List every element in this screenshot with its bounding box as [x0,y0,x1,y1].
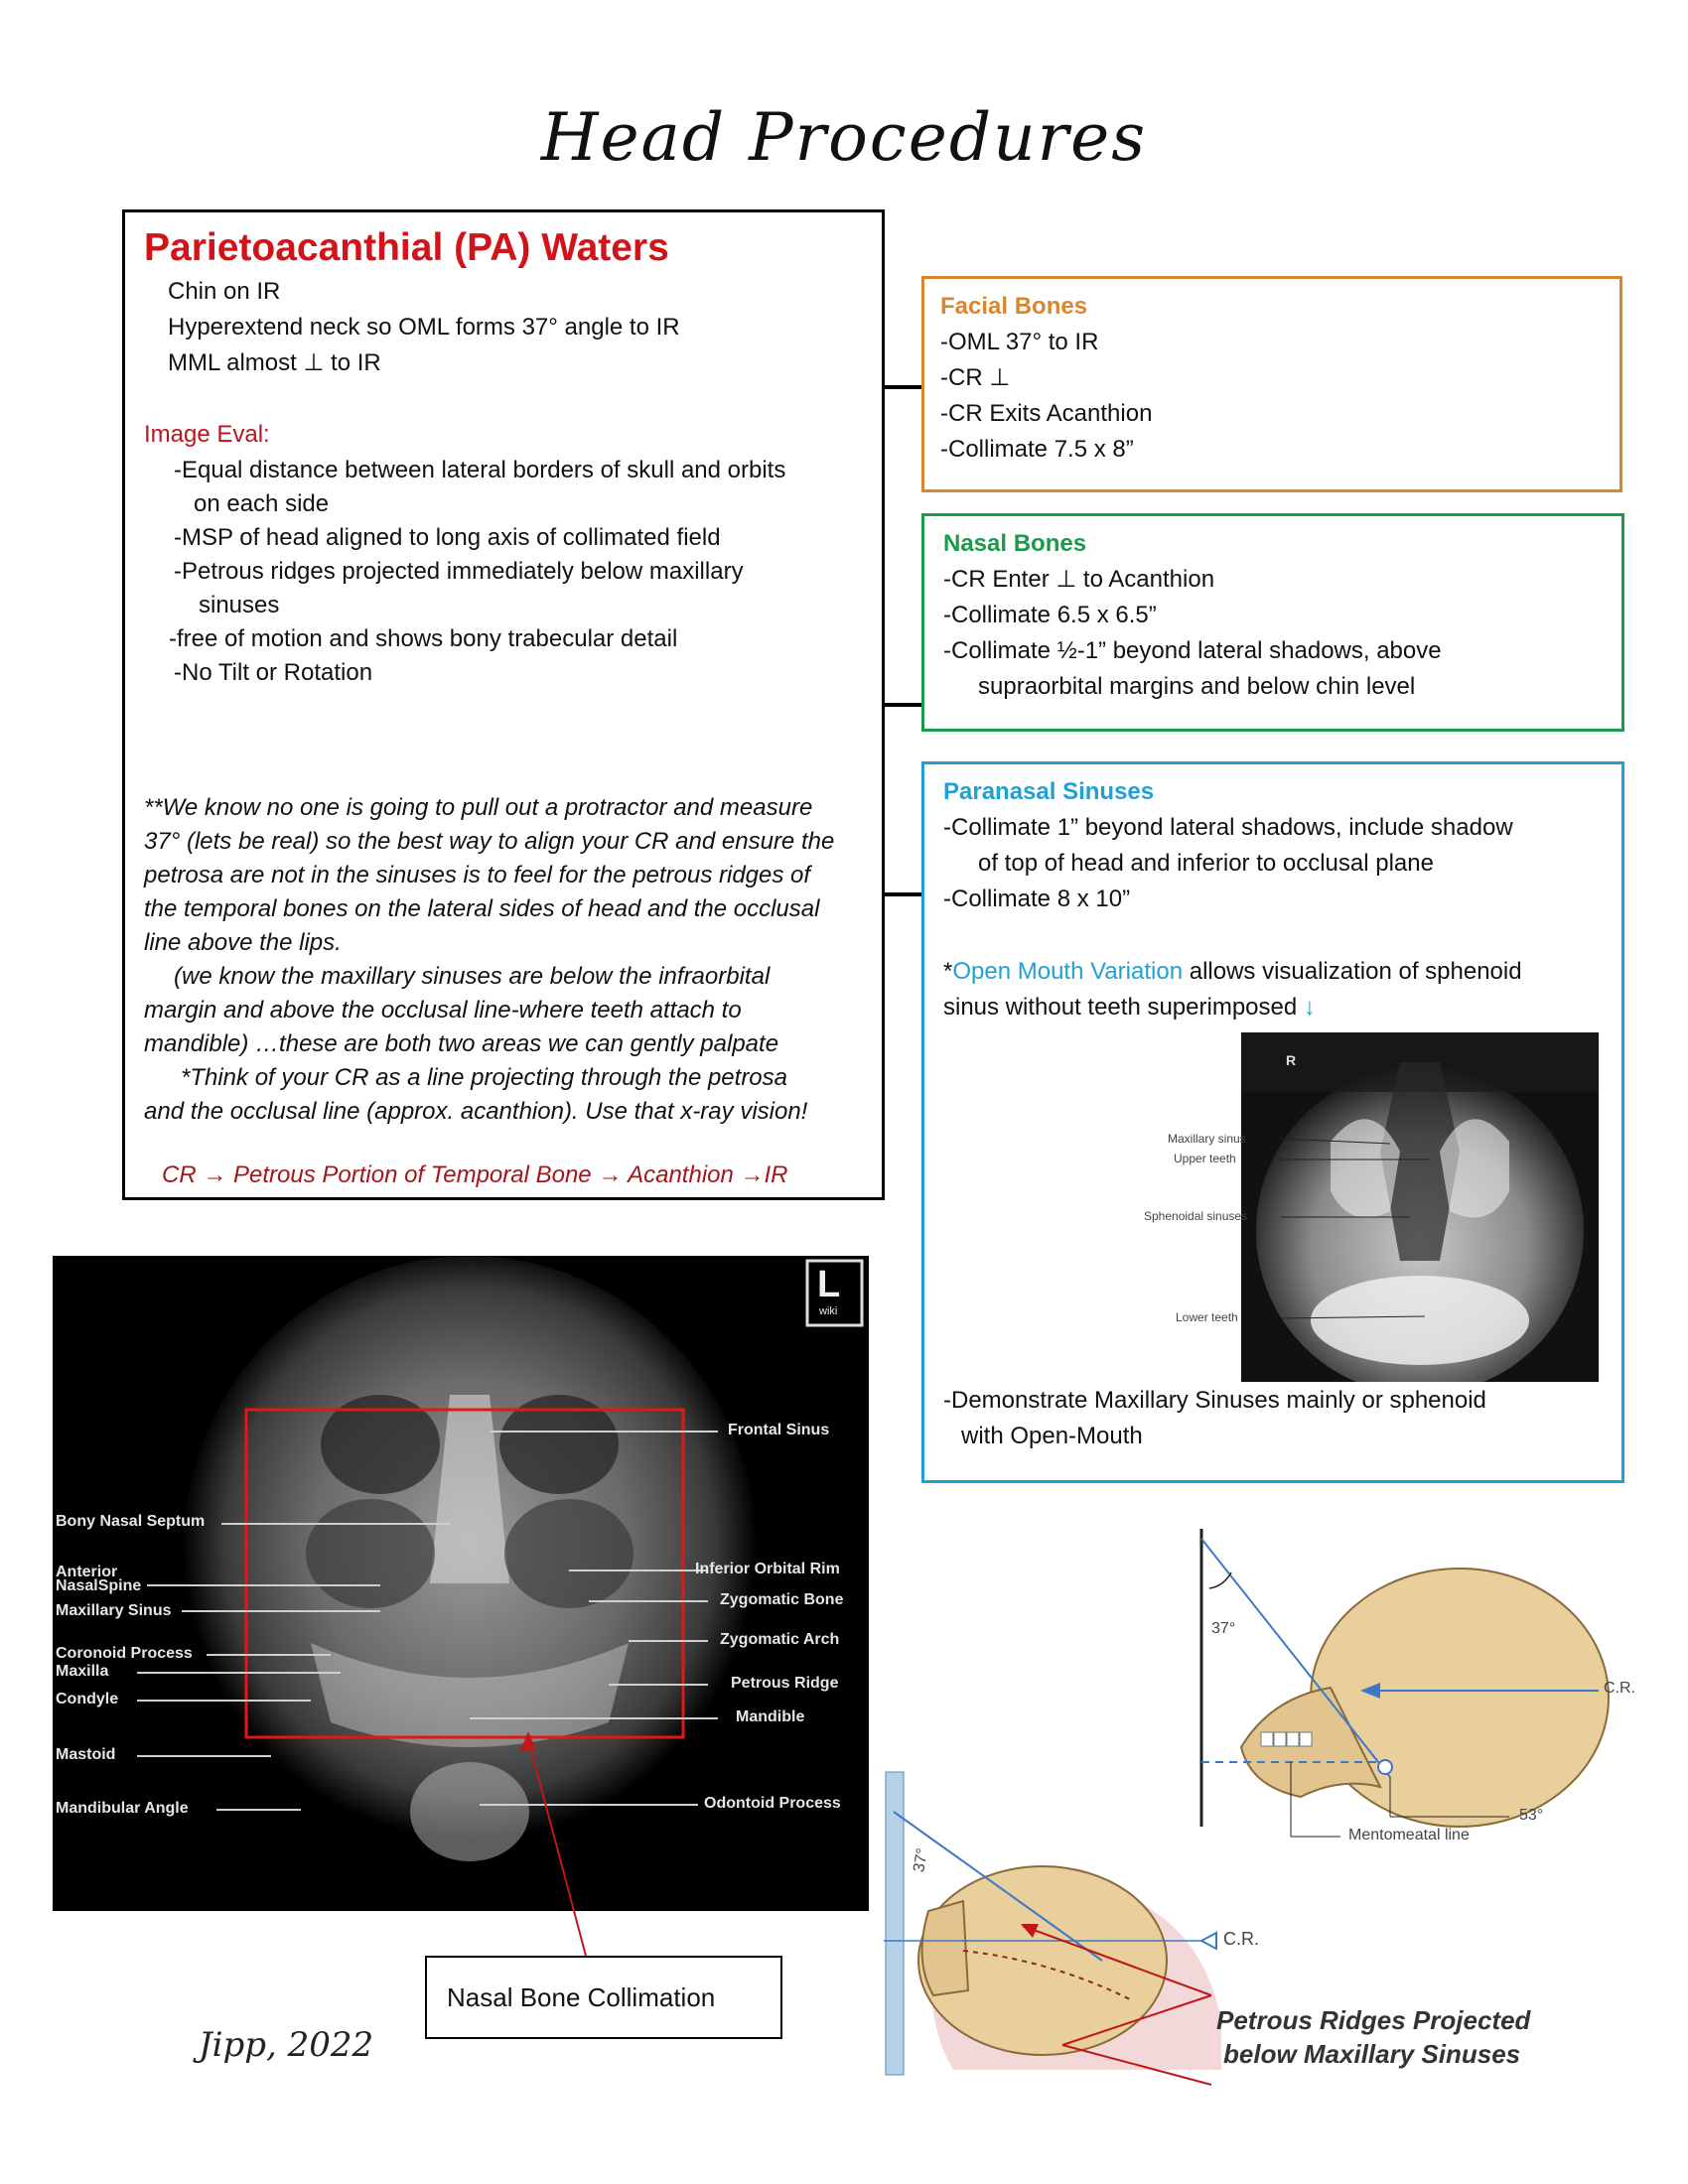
omv-line2: sinus without teeth superimposed [943,994,1298,1021]
note-line: *Think of your CR as a line projecting through the petrosa [181,1064,788,1091]
xray-label: Mandible [736,1708,805,1725]
xray-label: Lower teeth [1176,1310,1238,1324]
petrous-label: Petrous Ridges Projected [1216,2005,1531,2035]
collimation-pointer [516,1727,596,1966]
xray-label: NasalSpine [56,1577,142,1594]
positioning-line: Hyperextend neck so OML forms 37° angle to IR [168,314,680,341]
nasal-bones-line: -CR Enter ⊥ to Acanthion [943,566,1215,593]
image-eval-item: -No Tilt or Rotation [174,659,373,686]
paranasal-final-line: with Open-Mouth [961,1423,1143,1449]
image-eval-item: -Petrous ridges projected immediately below maxillary [174,558,744,585]
cr-path: CR → Petrous Portion of Temporal Bone → Acanthion →IR [162,1161,788,1188]
image-eval-item: on each side [194,490,330,517]
nasal-bone-collimation-caption: Nasal Bone Collimation [425,1956,782,2039]
petrous-label: below Maxillary Sinuses [1223,2039,1521,2069]
connector-line [885,892,922,896]
xray-label: Inferior Orbital Rim [695,1561,840,1577]
signature: Jipp, 2022 [199,2025,374,2065]
note-line: mandible) …these are both two areas we can gently palpate [144,1030,779,1057]
diagram-bottom-angle-label: 37° [911,1846,932,1874]
wiki-logo: L [817,1264,841,1305]
xray-label: Sphenoidal sinuses [1144,1209,1248,1223]
diagram-cr-label: C.R. [1604,1680,1635,1697]
xray-corner-marker: R [1286,1052,1297,1068]
page-title: Head Procedures [540,99,1148,176]
xray-label: Condyle [56,1691,119,1707]
open-mouth-xray-image [1132,1032,1599,1382]
xray-label: Upper teeth [1174,1152,1236,1165]
facial-bones-line: -CR ⊥ [940,364,1011,391]
paranasal-line: of top of head and inferior to occlusal plane [978,850,1434,877]
mentomeatal-line-label: Mentomeatal line [1348,1827,1470,1843]
waters-skull-xray [53,1256,869,1911]
xray-label: Bony Nasal Septum [56,1513,206,1530]
xray-label: Odontoid Process [704,1795,841,1812]
xray-label: Maxillary Sinus [56,1602,172,1619]
nasal-bones-title: Nasal Bones [943,530,1087,557]
open-mouth-xray-figure [1132,1032,1599,1382]
xray-label: Mandibular Angle [56,1800,189,1817]
xray-label: Coronoid Process [56,1645,193,1662]
open-mouth-variation-link: Open Mouth Variation [952,958,1184,985]
nasal-bones-line: -Collimate ½-1” beyond lateral shadows, above [943,637,1442,664]
paranasal-line: -Collimate 1” beyond lateral shadows, include shadow [943,814,1513,841]
omv-prefix: * [943,958,953,985]
image-eval-item: -free of motion and shows bony trabecular detail [169,625,678,652]
xray-label: Maxilla [56,1663,109,1680]
positioning-line: MML almost ⊥ to IR [168,349,381,376]
connector-line [885,703,922,707]
image-eval-item: -MSP of head aligned to long axis of collimated field [174,524,721,551]
xray-label: Frontal Sinus [728,1422,830,1438]
diagram-angle2-label: 53° [1519,1807,1544,1824]
open-mouth-line-2 [943,990,1316,1025]
xray-label: Anterior [56,1564,118,1580]
omv-rest: allows visualization of sphenoid [1183,958,1522,985]
xray-label: Zygomatic Bone [720,1591,844,1608]
note-line: 37° (lets be real) so the best way to align your CR and ensure the [144,828,835,855]
open-mouth-line [943,954,1522,990]
petrous-pointer-arrows [993,1916,1231,2095]
nasal-bones-line: -Collimate 6.5 x 6.5” [943,602,1157,628]
note-line: petrosa are not in the sinuses is to feel for the petrous ridges of [144,862,811,888]
xray-label: Mastoid [56,1746,116,1763]
note-line: **We know no one is going to pull out a protractor and measure [144,794,813,821]
nasal-bones-line: supraorbital margins and below chin level [978,673,1416,700]
facial-bones-title: Facial Bones [940,293,1088,320]
note-line: margin and above the occlusal line-where teeth attach to [144,997,742,1024]
note-line: and the occlusal line (approx. acanthion). Use that x-ray vision! [144,1098,808,1125]
connector-line [885,385,922,389]
diagram-angle-label: 37° [1211,1620,1236,1637]
image-eval-item: sinuses [199,592,280,618]
note-line: the temporal bones on the lateral sides of head and the occlusal [144,895,820,922]
wiki-logo-sub: wiki [819,1305,838,1317]
paranasal-title: Paranasal Sinuses [943,778,1155,805]
pa-waters-heading: Parietoacanthial (PA) Waters [144,226,669,269]
note-line: line above the lips. [144,929,342,956]
xray-label: Maxillary sinus [1168,1132,1246,1146]
image-eval-item: -Equal distance between lateral borders of skull and orbits [174,457,786,483]
facial-bones-line: -CR Exits Acanthion [940,400,1153,427]
paranasal-final-line: -Demonstrate Maxillary Sinuses mainly or sphenoid [943,1387,1486,1414]
diagram-bottom-cr-label: C.R. [1223,1929,1259,1949]
facial-bones-line: -OML 37° to IR [940,329,1099,355]
note-line: (we know the maxillary sinuses are below the infraorbital [174,963,771,990]
positioning-line: Chin on IR [168,278,281,305]
down-arrow-icon: ↓ [1303,994,1316,1021]
paranasal-line: -Collimate 8 x 10” [943,886,1131,912]
xray-label: Petrous Ridge [731,1675,839,1692]
facial-bones-line: -Collimate 7.5 x 8” [940,436,1134,463]
xray-label: Zygomatic Arch [720,1631,840,1648]
image-eval-title: Image Eval: [144,421,270,448]
